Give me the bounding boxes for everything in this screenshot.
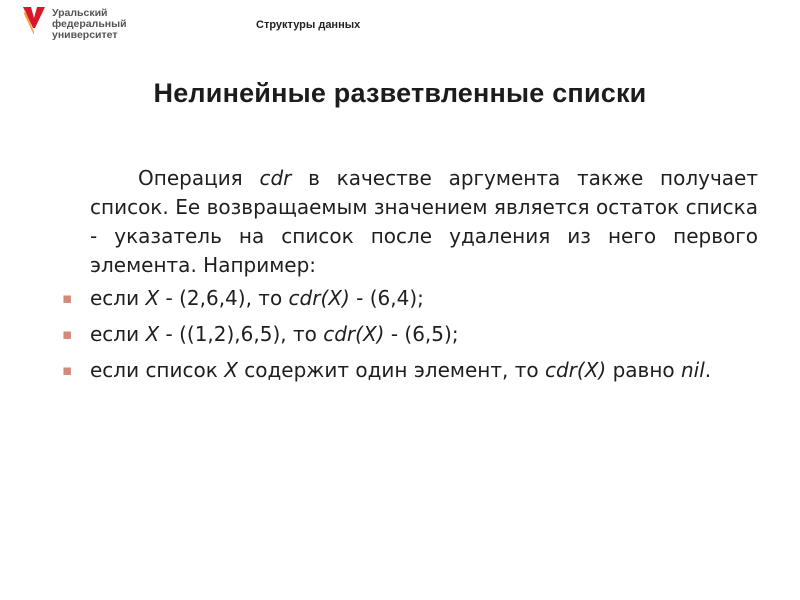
list-item-variable: X: [145, 322, 160, 346]
list-item-text: если: [90, 322, 146, 346]
logo-text: [52, 8, 127, 41]
list-item: [62, 356, 758, 385]
list-item-expression: cdr(X): [323, 322, 385, 346]
list-item: [62, 284, 758, 313]
logo-line-2: федеральный: [52, 18, 127, 30]
list-item-text: - (2,6,4), то: [159, 286, 289, 310]
paragraph-term: cdr: [259, 166, 292, 190]
paragraph-text-2: в качестве аргумента также получает список. Ее возвращаемым значением является остаток списка - указатель на список после удаления из него первого элемента. Например:: [90, 166, 758, 277]
list-item-text: - (6,4);: [349, 286, 424, 310]
list-item-expression: cdr(X): [288, 286, 350, 310]
bullet-icon: ▪: [62, 325, 73, 343]
list-item: [62, 320, 758, 349]
list-item-text: равно: [606, 358, 681, 382]
list-item-text: если список: [90, 358, 225, 382]
university-emblem-icon: [22, 6, 46, 36]
list-item-variable: X: [224, 358, 238, 382]
intro-paragraph: [90, 164, 758, 280]
paragraph-text-1: Операция: [138, 166, 260, 190]
bullet-icon: ▪: [62, 361, 73, 379]
list-item-text: если: [90, 286, 146, 310]
list-item-expression: cdr(X): [544, 358, 607, 382]
list-item-value: nil: [680, 358, 705, 382]
logo-line-1: Уральский: [52, 7, 108, 19]
slide-title: Нелинейные разветвленные списки: [153, 78, 647, 108]
list-item-text: - ((1,2),6,5), то: [159, 322, 324, 346]
examples-list: [62, 284, 758, 385]
bullet-icon: ▪: [62, 289, 73, 307]
logo-line-3: университет: [52, 29, 118, 41]
list-item-text: .: [704, 358, 712, 382]
header-title: Структуры данных: [256, 19, 361, 31]
list-item-text: - (6,5);: [384, 322, 459, 346]
list-item-text: содержит один элемент, то: [237, 358, 545, 382]
list-item-variable: X: [145, 286, 160, 310]
logo: [22, 6, 127, 41]
slide-content: [62, 164, 758, 392]
